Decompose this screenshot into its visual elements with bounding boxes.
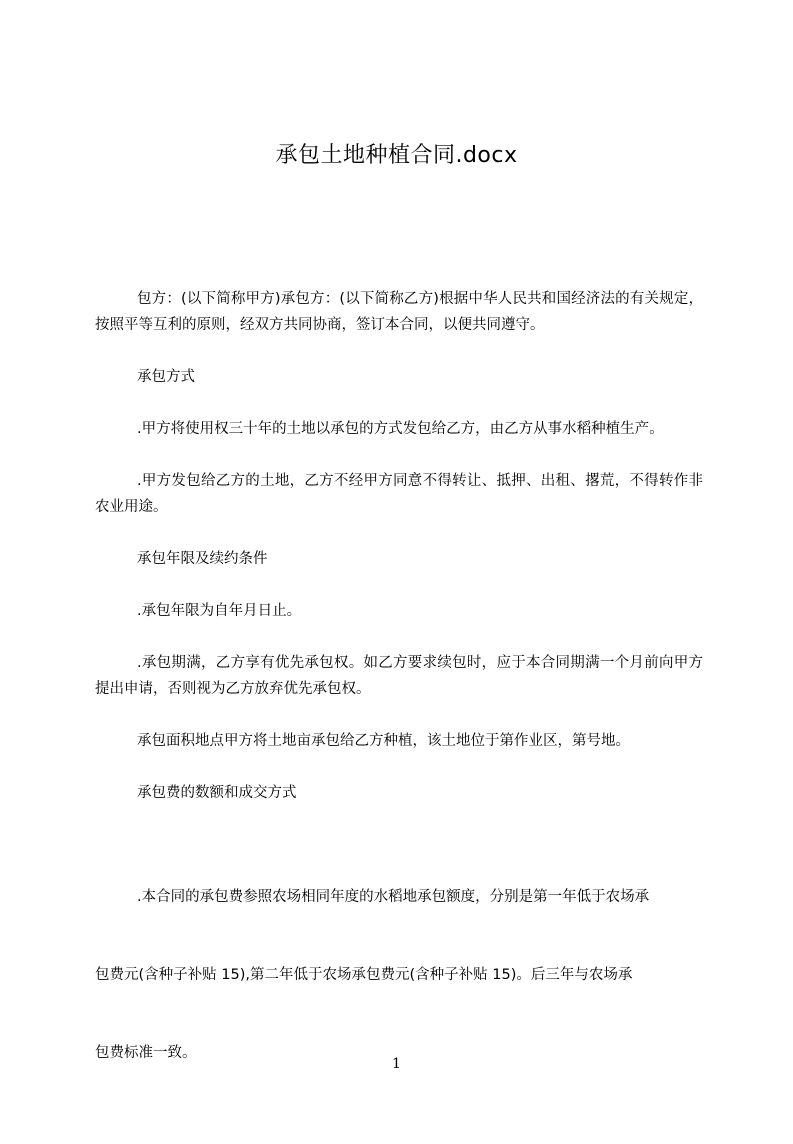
clause-area-location: 承包面积地点甲方将土地亩承包给乙方种植，该土地位于第作业区，第号地。	[137, 733, 630, 749]
page-number: 1	[392, 1056, 401, 1072]
section-heading-term-renewal: 承包年限及续约条件	[137, 551, 268, 567]
section-heading-contract-method: 承包方式	[137, 369, 195, 385]
document-body	[95, 286, 703, 1144]
fee-line-1: .本合同的承包费参照农场相同年度的水稻地承包额度，分别是第一年低于农场承	[137, 889, 650, 905]
clause-renewal-priority: .承包期满，乙方享有优先承包权。如乙方要求续包时，应于本合同期满一个月前向甲方提出申请，否则视为乙方放弃优先承包权。	[95, 655, 703, 697]
fee-line-3: 包费标准一致。	[95, 1045, 197, 1061]
clause-land-lease: .甲方将使用权三十年的土地以承包的方式发包给乙方，由乙方从事水稻种植生产。	[137, 421, 664, 437]
intro-paragraph: 包方：(以下简称甲方)承包方：(以下简称乙方)根据中华人民共和国经济法的有关规定，按照平等互利的原则，经双方共同协商，签订本合同，以便共同遵守。	[95, 291, 703, 333]
fee-line-2: 包费元(含种子补贴 15),第二年低于农场承包费元(含种子补贴 15)。后三年与农场承	[95, 967, 633, 983]
document-title: 承包土地种植合同.docx	[275, 143, 518, 168]
clause-contract-term: .承包年限为自年月日止。	[137, 603, 302, 619]
clause-contract-fee	[95, 832, 703, 1118]
section-heading-fee-payment: 承包费的数额和成交方式	[137, 785, 297, 801]
clause-land-restrictions: .甲方发包给乙方的土地，乙方不经甲方同意不得转让、抵押、出租、撂荒，不得转作非农业用途。	[95, 473, 703, 515]
